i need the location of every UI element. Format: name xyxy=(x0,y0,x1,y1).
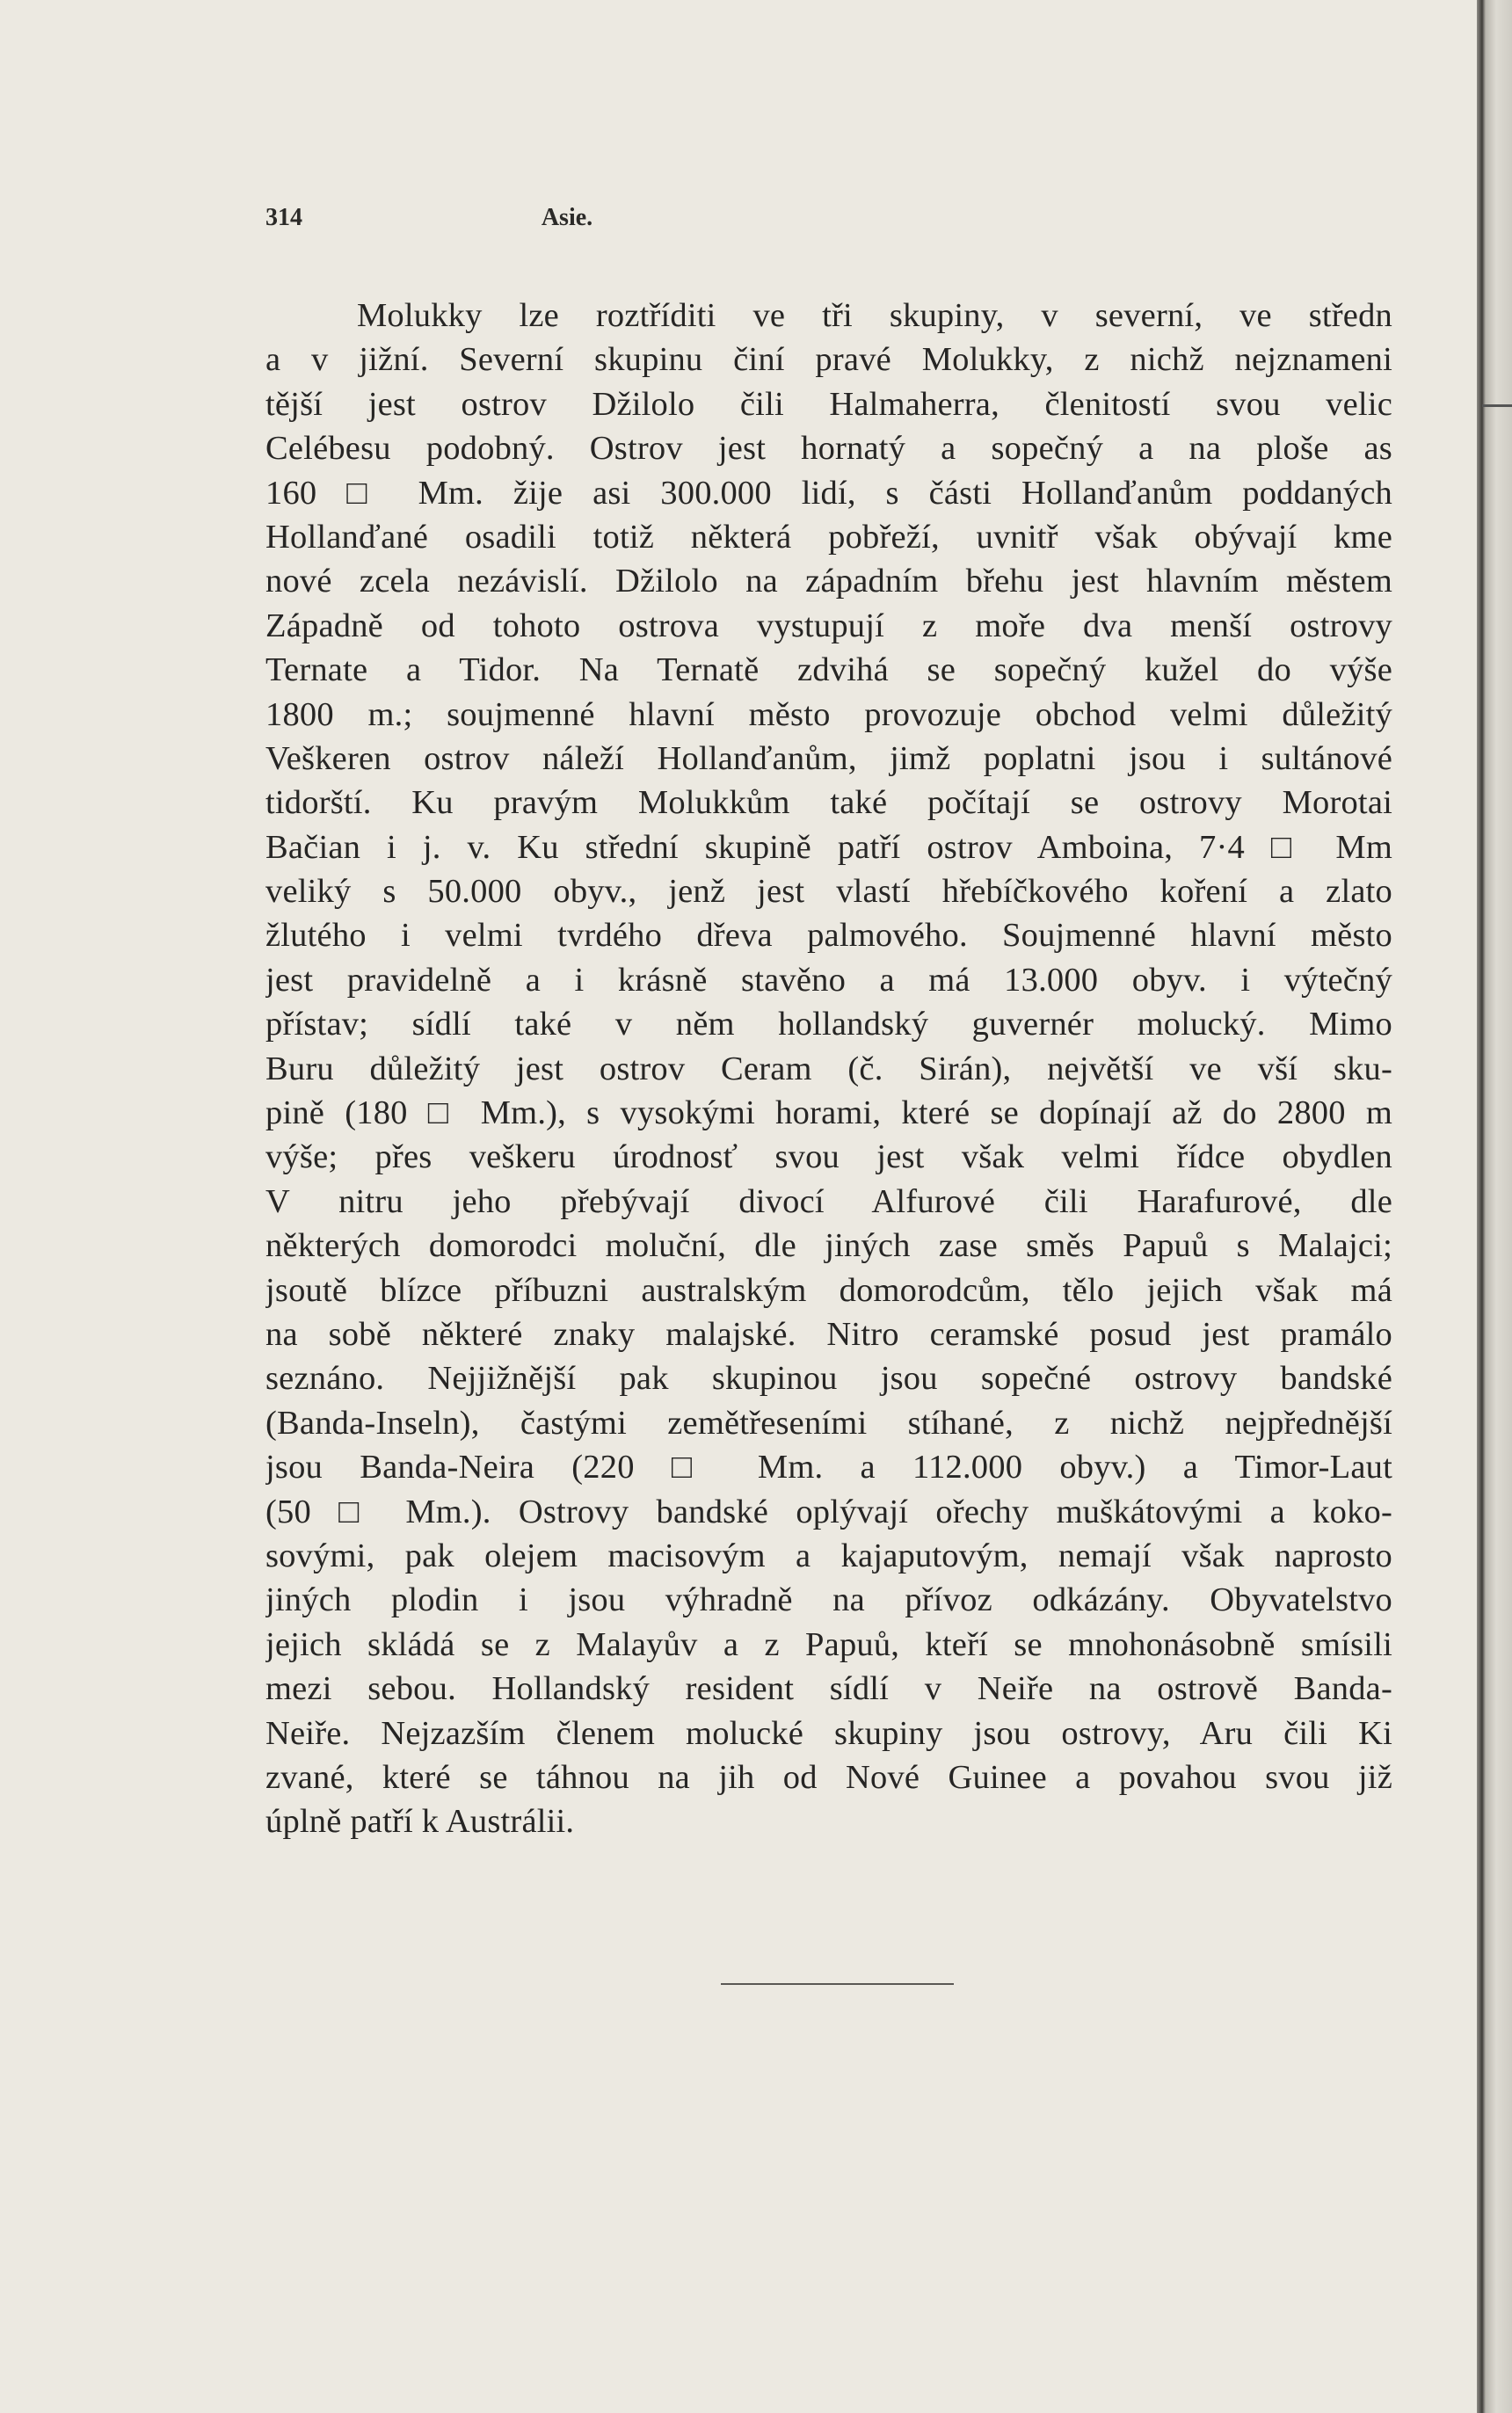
text-line: Molukky lze roztříditi ve tři skupiny, v severní, ve středn xyxy=(357,297,1392,334)
facing-page-edge xyxy=(1477,0,1512,2413)
text-line: jest pravidelně a i krásně stavěno a má 13.000 obyv. i výtečný xyxy=(265,961,1392,999)
page-number: 314 xyxy=(265,204,302,231)
running-head xyxy=(265,204,869,230)
text-line: seznáno. Nejjižnější pak skupinou jsou sopečné ostrovy bandské xyxy=(265,1360,1392,1398)
text-line: mezi sebou. Hollandský resident sídlí v Neiře na ostrově Banda- xyxy=(265,1670,1392,1708)
text-line: pině (180 □ Mm.), s vysokými horami, které se dopínají až do 2800 m xyxy=(265,1094,1392,1132)
text-line: žlutého i velmi tvrdého dřeva palmového. Soujmenné hlavní město xyxy=(265,917,1392,955)
text-line: na sobě některé znaky malajské. Nitro ceramské posud jest pramálo xyxy=(265,1315,1392,1353)
text-line: výše; přes veškeru úrodnosť svou jest však velmi řídce obydlen xyxy=(265,1138,1392,1176)
text-line: Západně od tohoto ostrova vystupují z moře dva menší ostrovy xyxy=(265,607,1392,644)
text-line: a v jižní. Severní skupinu činí pravé Molukky, z nichž nejznameni xyxy=(265,341,1392,379)
text-line: V nitru jeho přebývají divocí Alfurové čili Harafurové, dle xyxy=(265,1182,1392,1220)
text-line: přístav; sídlí také v něm hollandský guvernér molucký. Mimo xyxy=(265,1006,1392,1043)
body-paragraph xyxy=(265,294,1392,1844)
text-line: veliký s 50.000 obyv., jenž jest vlastí hřebíčkového koření a zlato xyxy=(265,873,1392,911)
text-line: tější jest ostrov Džilolo čili Halmaherra, členitostí svou velic xyxy=(265,385,1392,423)
edge-divider xyxy=(1482,404,1512,407)
text-line: některých domorodci moluční, dle jiných zase směs Papuů s Malajci; xyxy=(265,1227,1392,1265)
text-line: jsoutě blízce příbuzni australským domorodcům, tělo jejich však má xyxy=(265,1271,1392,1309)
text-line: sovými, pak olejem macisovým a kajaputovým, nemají však naprosto xyxy=(265,1537,1392,1574)
text-line: 1800 m.; soujmenné hlavní město provozuje obchod velmi důležitý xyxy=(265,695,1392,733)
text-line: zvané, které se táhnou na jih od Nové Guinee a povahou svou již xyxy=(265,1758,1392,1796)
text-line: úplně patří k Austrálii. xyxy=(265,1803,575,1841)
section-end-rule xyxy=(721,1983,954,1985)
text-line: (Banda-Inseln), častými zemětřeseními stíhané, z nichž nejpřednější xyxy=(265,1404,1392,1442)
text-line: nové zcela nezávislí. Džilolo na západním břehu jest hlavním městem xyxy=(265,563,1392,600)
text-line: Neiře. Nejzazším členem molucké skupiny jsou ostrovy, Aru čili Ki xyxy=(265,1714,1392,1752)
text-line: Veškeren ostrov náleží Hollanďanům, jimž poplatni jsou i sultánové xyxy=(265,739,1392,777)
text-line: (50 □ Mm.). Ostrovy bandské oplývají ořechy muškátovými a koko- xyxy=(265,1493,1392,1530)
text-line: jsou Banda-Neira (220 □ Mm. a 112.000 obyv.) a Timor-Laut xyxy=(265,1449,1392,1486)
text-line: Bačian i j. v. Ku střední skupině patří ostrov Amboina, 7·4 □ Mm xyxy=(265,828,1392,866)
text-line: jejich skládá se z Malayův a z Papuů, kteří se mnohonásobně smísili xyxy=(265,1625,1392,1663)
text-line: Celébesu podobný. Ostrov jest hornatý a sopečný a na ploše as xyxy=(265,430,1392,468)
text-line: 160 □ Mm. žije asi 300.000 lidí, s části Hollanďanům poddaných xyxy=(265,474,1392,512)
text-line: Buru důležitý jest ostrov Ceram (č. Sirán), největší ve vší sku- xyxy=(265,1050,1392,1087)
text-line: tidorští. Ku pravým Molukkům také počítají se ostrovy Morotai xyxy=(265,784,1392,822)
text-line: Hollanďané osadili totiž některá pobřeží, uvnitř však obývají kme xyxy=(265,518,1392,556)
text-line: Ternate a Tidor. Na Ternatě zdvihá se sopečný kužel do výše xyxy=(265,651,1392,689)
text-line: jiných plodin i jsou výhradně na přívoz odkázány. Obyvatelstvo xyxy=(265,1581,1392,1619)
page-title: Asie. xyxy=(541,204,593,231)
